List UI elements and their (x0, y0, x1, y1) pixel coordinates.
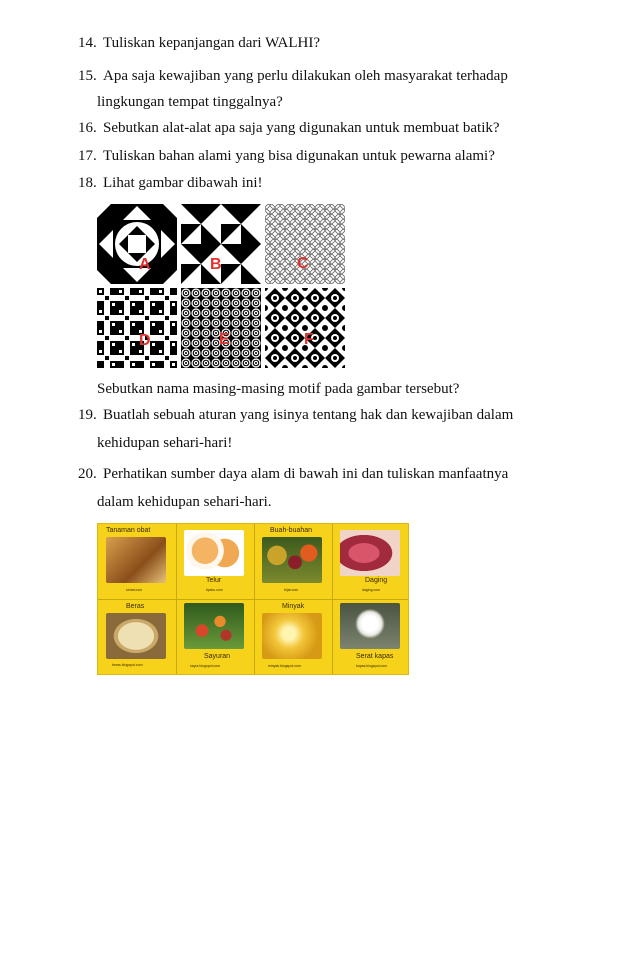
question-text: Tuliskan kepanjangan dari WALHI? (103, 35, 321, 51)
question-19 (78, 406, 513, 424)
question-16 (78, 119, 500, 137)
resource-cell-serat-kapas: Serat kapas kapas.blogspot.com (332, 600, 409, 675)
motif-question-text: Sebutkan nama masing-masing motif pada gambar tersebut? (97, 381, 460, 397)
question-19-continuation: kehidupan sehari-hari! (97, 435, 233, 451)
question-number: 19. (78, 407, 97, 423)
daging-photo (340, 530, 400, 576)
question-18 (78, 174, 263, 192)
question-number: 15. (78, 68, 97, 84)
motif-label-b: B (210, 256, 222, 273)
batik-motif-figure (97, 204, 345, 370)
minyak-photo (262, 613, 322, 659)
motif-label-a: A (139, 256, 151, 273)
resource-cell-beras: Beras beras.blogspot.com (98, 600, 175, 675)
buah-buahan-photo (262, 537, 322, 583)
question-17 (78, 147, 495, 165)
motif-d-tile (97, 288, 177, 368)
motif-e-tile (181, 288, 261, 368)
motif-label-c: C (297, 255, 309, 272)
question-number: 14. (78, 35, 97, 51)
motif-f-tile (265, 288, 345, 368)
question-number: 20. (78, 466, 97, 482)
serat-kapas-photo (340, 603, 400, 649)
question-number: 18. (78, 175, 97, 191)
question-14 (78, 34, 320, 52)
motif-a-tile (97, 204, 177, 284)
tanaman-obat-photo (106, 537, 166, 583)
resource-cell-minyak: Minyak minyak.blogspot.com (254, 600, 331, 675)
natural-resources-figure (97, 523, 409, 675)
question-text: Tuliskan bahan alami yang bisa digunakan untuk pewarna alami? (103, 148, 495, 164)
resource-cell-telur: Telur tipsku.com (176, 524, 253, 599)
beras-photo (106, 613, 166, 659)
motif-label-f: F (304, 331, 314, 348)
question-number: 17. (78, 148, 97, 164)
question-number: 16. (78, 120, 97, 136)
resource-cell-daging: Daging daging.com (332, 524, 409, 599)
resource-cell-buah-buahan: Buah-buahan trijat.com (254, 524, 331, 599)
resource-cell-sayuran: Sayuran sayur.blogspot.com (176, 600, 253, 675)
question-text: Buatlah sebuah aturan yang isinya tentang hak dan kewajiban dalam (103, 407, 514, 423)
question-15-continuation: lingkungan tempat tinggalnya? (97, 94, 283, 110)
question-20-continuation: dalam kehidupan sehari-hari. (97, 494, 272, 510)
question-text: Apa saja kewajiban yang perlu dilakukan oleh masyarakat terhadap (103, 68, 508, 84)
question-text: Sebutkan alat-alat apa saja yang digunakan untuk membuat batik? (103, 120, 500, 136)
motif-label-e: E (219, 331, 230, 348)
motif-label-d: D (139, 332, 151, 349)
sayuran-photo (184, 603, 244, 649)
telur-photo (184, 530, 244, 576)
question-15 (78, 67, 508, 85)
resource-cell-tanaman-obat: Tanaman obat sehat.com (98, 524, 175, 599)
question-text: Lihat gambar dibawah ini! (103, 175, 263, 191)
question-text: Perhatikan sumber daya alam di bawah ini dan tuliskan manfaatnya (103, 466, 509, 482)
motif-c-tile (265, 204, 345, 284)
question-20 (78, 465, 508, 483)
